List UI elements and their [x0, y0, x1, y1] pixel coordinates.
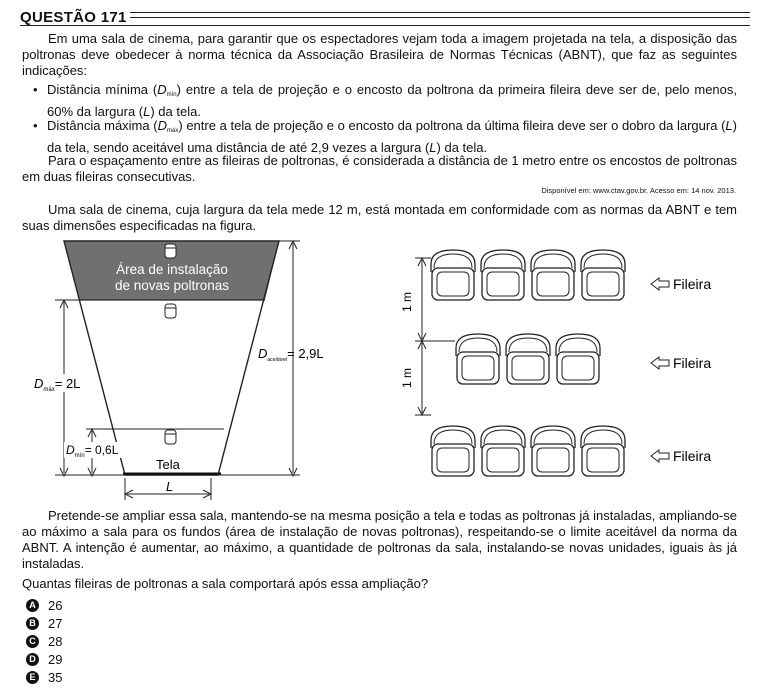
- screen-label: Tela: [156, 457, 180, 472]
- bullet2-pre: Distância máxima (: [47, 118, 158, 133]
- row-label-2: Fileira: [673, 355, 712, 371]
- bullet1-sub: mín: [166, 92, 177, 98]
- bullet2-mid: ) da tela, sendo aceitável uma distância de até 2,9 vezes a largura (: [47, 118, 737, 155]
- dacc-label: $D_{aceitável}= 2,9L$: [258, 346, 324, 363]
- row-arrow-icon: [651, 278, 669, 290]
- option-value: 26: [48, 597, 63, 613]
- option-value: 35: [48, 669, 63, 685]
- seat-icon: [165, 244, 176, 258]
- area-label-line2: de novas poltronas: [114, 278, 230, 293]
- expansion-paragraph: Pretende-se ampliar essa sala, mantendo-se na mesma posição a tela e todas as poltronas já instaladas, ampliando-se ao máximo a sala para os fundos (área de instalação de novas poltronas), respeitando-se o limite aceitável da norma da ABNT. A intenção é aumentar, ao máximo, a quantidade de poltronas da sala, instalando-se novas unidades, iguais às já instaladas.: [22, 508, 737, 571]
- spacing-arrow-2: [415, 341, 431, 415]
- header-underline: [20, 25, 750, 26]
- option-d[interactable]: [26, 651, 62, 667]
- L-label: L: [166, 479, 174, 494]
- dmax-label: $D_{máx}= 2L$: [34, 376, 81, 393]
- header-rule-top: [130, 12, 750, 13]
- dmin-label: $D_{mín}= 0,6L$: [66, 443, 119, 459]
- bullet-dot: •: [33, 82, 38, 97]
- bullet2-sub: máx: [167, 128, 179, 134]
- option-b[interactable]: [26, 615, 62, 631]
- bullet-dmin: [33, 82, 737, 119]
- room-diagram: [0, 232, 390, 502]
- option-letter: D: [26, 653, 39, 666]
- seat-row-1: [431, 250, 625, 300]
- bullet1-end: ) da tela.: [150, 103, 201, 119]
- row-arrow-icon: [651, 357, 669, 369]
- option-value: 28: [48, 633, 63, 649]
- row-arrow-icon: [651, 450, 669, 462]
- bullet2-L: L: [725, 118, 733, 133]
- option-letter: B: [26, 617, 39, 630]
- bullet2-L2: L: [429, 139, 437, 155]
- area-label-line1: Área de instalação: [116, 262, 228, 277]
- option-c[interactable]: [26, 633, 62, 649]
- bullet1-post: ) entre a tela de projeção e o encosto da poltrona da primeira fileira deve ser de, pelo menos, 60% da largura (: [47, 82, 737, 119]
- bullet2-var: D: [157, 118, 167, 133]
- bullet-dmax: [33, 118, 737, 155]
- question-title: QUESTÃO 171: [20, 9, 127, 26]
- row-label-1: Fileira: [673, 276, 712, 292]
- option-letter: C: [26, 635, 39, 648]
- bullet1-pre: Distância mínima (: [47, 82, 158, 97]
- option-value: 27: [48, 615, 63, 631]
- option-letter: A: [26, 599, 39, 612]
- seat-row-2: [456, 334, 600, 384]
- seat-row-3: [431, 426, 625, 476]
- source-citation: Disponível em: www.ctav.gov.br. Acesso em: 14 nov. 2013.: [541, 186, 736, 195]
- header-rule-bottom: [130, 17, 750, 18]
- bullet-dot: •: [33, 118, 38, 133]
- bullet1-L: L: [143, 103, 151, 119]
- room-paragraph: Uma sala de cinema, cuja largura da tela mede 12 m, está montada em conformidade com as normas da ABNT e tem suas dimensões especificadas na figura.: [22, 202, 737, 233]
- intro-paragraph: Em uma sala de cinema, para garantir que os espectadores vejam toda a imagem projetada na tela, a disposição das poltronas deve obedecer à norma técnica da Associação Brasileira de Normas Técnicas (ABNT), que faz as seguintes indicações:: [22, 31, 737, 78]
- row-label-3: Fileira: [673, 448, 712, 464]
- option-e[interactable]: [26, 669, 62, 685]
- spacing-label-2: 1 m: [400, 367, 414, 389]
- bullet2-end: ) da tela.: [436, 139, 488, 155]
- option-value: 29: [48, 651, 63, 667]
- seat-icon: [165, 304, 176, 318]
- bullet1-var: D: [157, 82, 167, 97]
- spacing-label-1: 1 m: [400, 291, 414, 313]
- bullet2-post: ) entre a tela de projeção e o encosto da poltrona da última fileira deve ser o dobro da largura (: [178, 118, 726, 133]
- seat-rows-diagram: [395, 240, 725, 490]
- option-letter: E: [26, 671, 39, 684]
- spacing-paragraph: Para o espaçamento entre as fileiras de poltronas, é considerada a distância de 1 metro entre os encostos de poltronas em duas fileiras consecutivas.: [22, 153, 737, 184]
- question-prompt: Quantas fileiras de poltronas a sala comportará após essa ampliação?: [22, 576, 429, 591]
- option-a[interactable]: [26, 597, 62, 613]
- seat-icon: [165, 430, 176, 444]
